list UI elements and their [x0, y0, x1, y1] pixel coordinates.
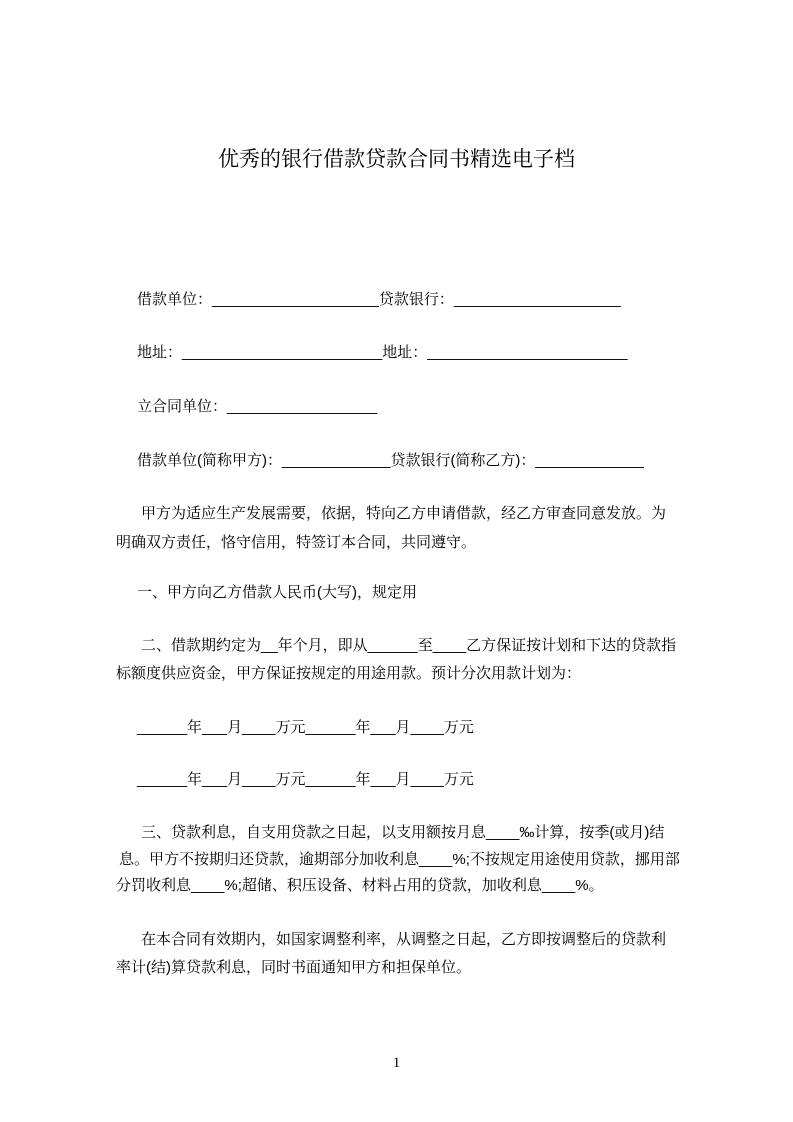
rate-adjust-line-2: 率计(结)算贷款利息，同时书面通知甲方和担保单位。 [116, 959, 471, 976]
contract-unit-line: 立合同单位：__________________ [137, 398, 378, 415]
party-names-line: 借款单位(简称甲方)：_____________贷款银行(简称乙方)：_____________ [137, 452, 644, 469]
clause-3-line-3: 分罚收利息____%;超储、积压设备、材料占用的贷款，加收利息____%。 [116, 877, 604, 894]
borrower-bank-line: 借款单位：____________________贷款银行：____________________ [137, 291, 621, 308]
plan-line-2: ______年___月____万元______年___月____万元 [137, 771, 474, 788]
rate-adjust-line-1: 在本合同有效期内，如国家调整利率，从调整之日起，乙方即按调整后的贷款利 [141, 931, 667, 948]
plan-line-1: ______年___月____万元______年___月____万元 [137, 719, 474, 736]
clause-3-line-1: 三、贷款利息，自支用贷款之日起，以支用额按月息____‰计算，按季(或月)结 [141, 824, 665, 841]
clause-2-line-2: 标额度供应资金，甲方保证按规定的用途用款。预计分次用款计划为： [116, 665, 582, 682]
preamble-line-1: 甲方为适应生产发展需要，依据，特向乙方申请借款，经乙方审查同意发放。为 [141, 505, 667, 522]
address-line: 地址：________________________地址：________________________ [137, 344, 628, 361]
document-title: 优秀的银行借款贷款合同书精选电子档 [218, 148, 575, 171]
clause-2-line-1: 二、借款期约定为__年个月，即从______至____乙方保证按计划和下达的贷款指 [141, 637, 677, 654]
clause-1: 一、甲方向乙方借款人民币(大写)，规定用 [137, 584, 417, 601]
clause-3-line-2: 息。甲方不按期归还贷款，逾期部分加收利息____%;不按规定用途使用贷款，挪用部 [119, 851, 680, 868]
page-number: 1 [392, 1055, 401, 1071]
preamble-line-2: 明确双方责任，恪守信用，特签订本合同，共同遵守。 [116, 534, 477, 551]
